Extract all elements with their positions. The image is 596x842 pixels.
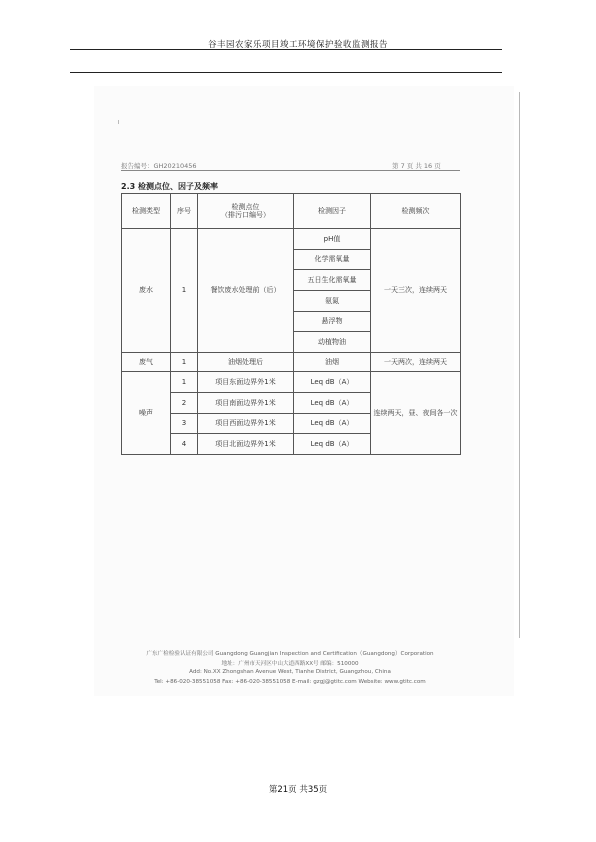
document-header-title: 谷丰园农家乐项目竣工环境保护验收监测报告 [207,40,388,50]
wastewater-factor-cell: 五日生化需氧量 [294,270,371,291]
section-title: 2.3 检测点位、因子及频率 [121,182,218,191]
header-cell-factor: 检测因子 [294,194,371,229]
footer-address-en: Add: No.XX Zhongshan Avenue West, Tianhe District, Guangzhou, China [189,669,391,675]
header-rule [70,49,502,50]
noise-no-cell: 2 [171,393,198,414]
wastewater-factor-cell: 氨氮 [294,290,371,311]
noise-location-cell: 项目东面边界外1米 [198,372,294,393]
gas-location-cell: 油烟处理后 [198,352,294,372]
report-header-rule [121,170,460,171]
noise-factor-cell: Leq dB（A） [294,372,371,393]
noise-location-cell: 项目南面边界外1米 [198,393,294,414]
noise-factor-cell: Leq dB（A） [294,434,371,455]
header-cell-type: 检测类型 [122,194,171,229]
table-row [122,352,461,372]
header-rule-secondary [70,72,502,73]
noise-location-cell: 项目北面边界外1米 [198,434,294,455]
scanned-page-edge [519,92,520,638]
gas-no-cell: 1 [171,352,198,372]
wastewater-factor-cell: 悬浮物 [294,311,371,332]
footer-address-cn: 地址：广州市天河区中山大道西路XX号 邮编：510000 [221,661,359,667]
noise-frequency-cell: 连续两天，昼、夜间各一次 [371,372,461,455]
noise-factor-cell: Leq dB（A） [294,393,371,414]
noise-no-cell: 4 [171,434,198,455]
table-header-row [122,194,461,229]
gas-factor-cell: 油烟 [294,352,371,372]
gas-frequency-cell: 一天两次，连续两天 [371,352,461,372]
report-number: 报告编号：GH20210456 [121,162,197,170]
monitoring-table [121,193,461,455]
wastewater-no-cell: 1 [171,229,198,353]
noise-type-cell: 噪声 [122,372,171,455]
noise-factor-cell: Leq dB（A） [294,413,371,434]
noise-location-cell: 项目西面边界外1米 [198,413,294,434]
wastewater-factor-cell: 化学需氧量 [294,249,371,270]
page-number-footer: 第21页 共35页 [268,785,328,795]
wastewater-frequency-cell: 一天三次，连续两天 [371,229,461,353]
wastewater-factor-cell: 动植物油 [294,332,371,353]
header-cell-location: 检测点位 （排污口编号） [198,194,294,229]
header-cell-no: 序号 [171,194,198,229]
noise-no-cell: 1 [171,372,198,393]
table-row [122,229,461,250]
footer-contact-line: Tel: +86-020-38551058 Fax: +86-020-38551058 E-mail: gzgj@gtitc.com Website: www.gtitc.com [154,679,426,685]
table-row [122,372,461,393]
footer-company-line: 广东广检检验认证有限公司 Guangdong Guangjian Inspection and Certification（Guangdong）Corporation [146,651,434,657]
scanned-page-number: 第 7 页 共 16 页 [392,162,441,170]
gas-type-cell: 废气 [122,352,171,372]
wastewater-factor-cell: pH值 [294,229,371,250]
wastewater-location-cell: 餐饮废水处理前（后） [198,229,294,353]
noise-no-cell: 3 [171,413,198,434]
header-cell-frequency: 检测频次 [371,194,461,229]
scan-mark [118,120,119,124]
wastewater-type-cell: 废水 [122,229,171,353]
